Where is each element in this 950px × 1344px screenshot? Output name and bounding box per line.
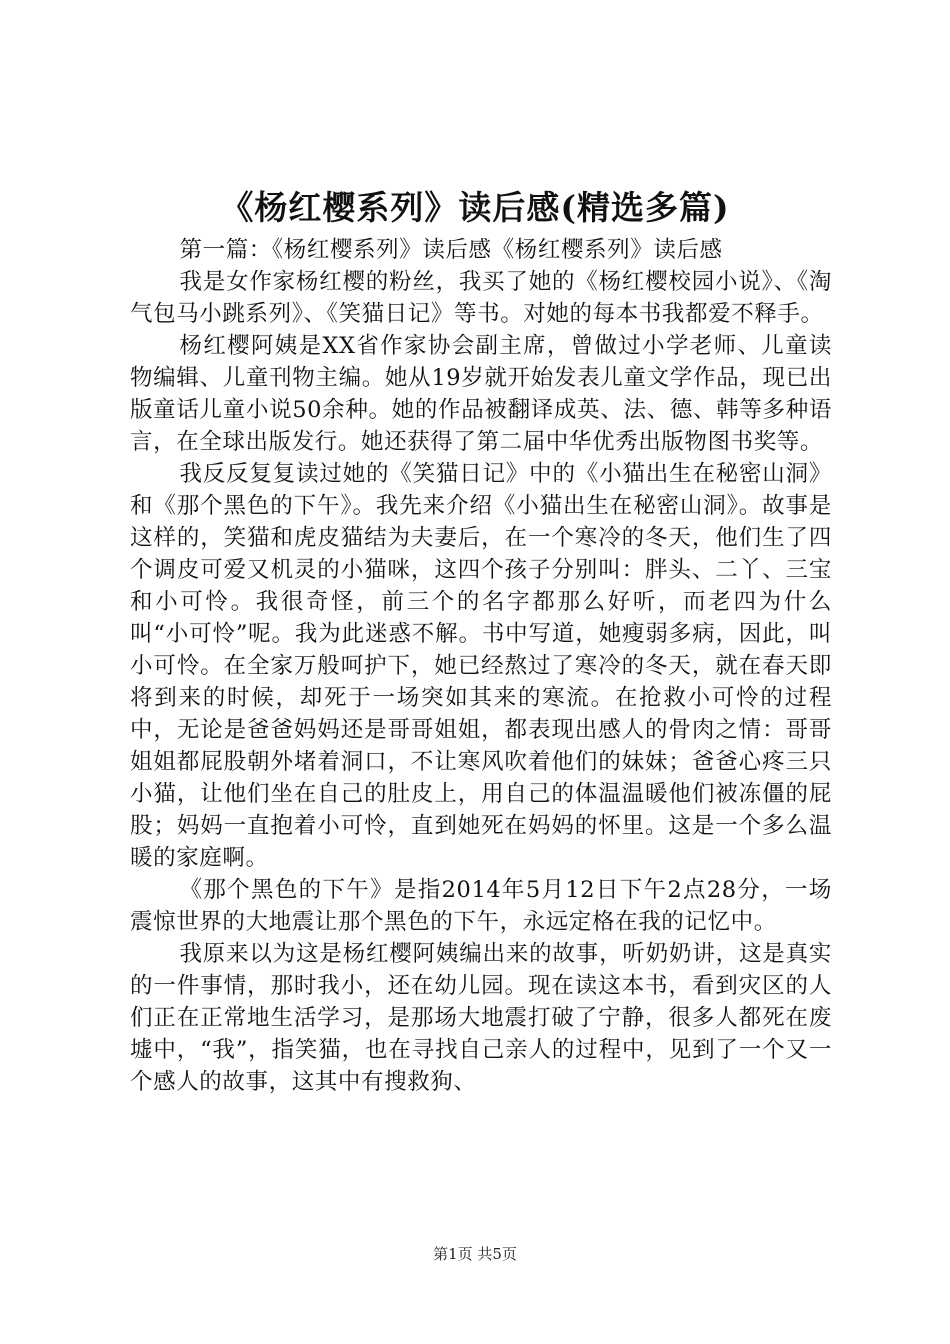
- document-body: [130, 234, 832, 1098]
- paragraph-1: 我是女作家杨红樱的粉丝，我买了她的《杨红樱校园小说》、《淘气包马小跳系列》、《笑猫日记》等书。对她的每本书我都爱不释手。: [130, 269, 832, 327]
- section-heading: 第一篇：《杨红樱系列》读后感《杨红樱系列》读后感: [179, 237, 723, 263]
- paragraph-5: 我原来以为这是杨红樱阿姨编出来的故事，听奶奶讲，这是真实的一件事情，那时我小，还在幼儿园。现在读这本书，看到灾区的人们正在正常地生活学习，是那场大地震打破了宁静，很多人都死在废墟中，“我”，指笑猫，也在寻找自己亲人的过程中，见到了一个又一个感人的故事，这其中有搜救狗、: [130, 941, 832, 1095]
- paragraph-4: 《那个黑色的下午》是指2014年5月12日下午2点28分，一场震惊世界的大地震让那个黑色的下午，永远定格在我的记忆中。: [130, 877, 832, 935]
- paragraph-3: 我反反复复读过她的《笑猫日记》中的《小猫出生在秘密山洞》和《那个黑色的下午》。我先来介绍《小猫出生在秘密山洞》。故事是这样的，笑猫和虎皮猫结为夫妻后，在一个寒冷的冬天，他们生了四个调皮可爱又机灵的小猫咪，这四个孩子分别叫：胖头、二丫、三宝和小可怜。我很奇怪，前三个的名字都那么好听，而老四为什么叫“小可怜”呢。我为此迷惑不解。书中写道，她瘦弱多病，因此，叫小可怜。在全家万般呵护下，她已经熬过了寒冷的冬天，就在春天即将到来的时候，却死于一场突如其来的寒流。在抢救小可怜的过程中，无论是爸爸妈妈还是哥哥姐姐，都表现出感人的骨肉之情：哥哥姐姐都屁股朝外堵着洞口，不让寒风吹着他们的妹妹；爸爸心疼三只小猫，让他们坐在自己的肚皮上，用自己的体温温暖他们被冻僵的屁股；妈妈一直抱着小可怜，直到她死在妈妈的怀里。这是一个多么温暖的家庭啊。: [130, 461, 832, 871]
- document-title: 《杨红樱系列》读后感(精选多篇): [220, 188, 730, 227]
- paragraph-2: 杨红樱阿姨是XX省作家协会副主席，曾做过小学老师、儿童读物编辑、儿童刊物主编。她从19岁就开始发表儿童文学作品，现已出版童话儿童小说50余种。她的作品被翻译成英、法、德、韩等多种语言，在全球出版发行。她还获得了第二届中华优秀出版物图书奖等。: [130, 333, 832, 455]
- page-footer: 第1页 共5页: [433, 1245, 517, 1263]
